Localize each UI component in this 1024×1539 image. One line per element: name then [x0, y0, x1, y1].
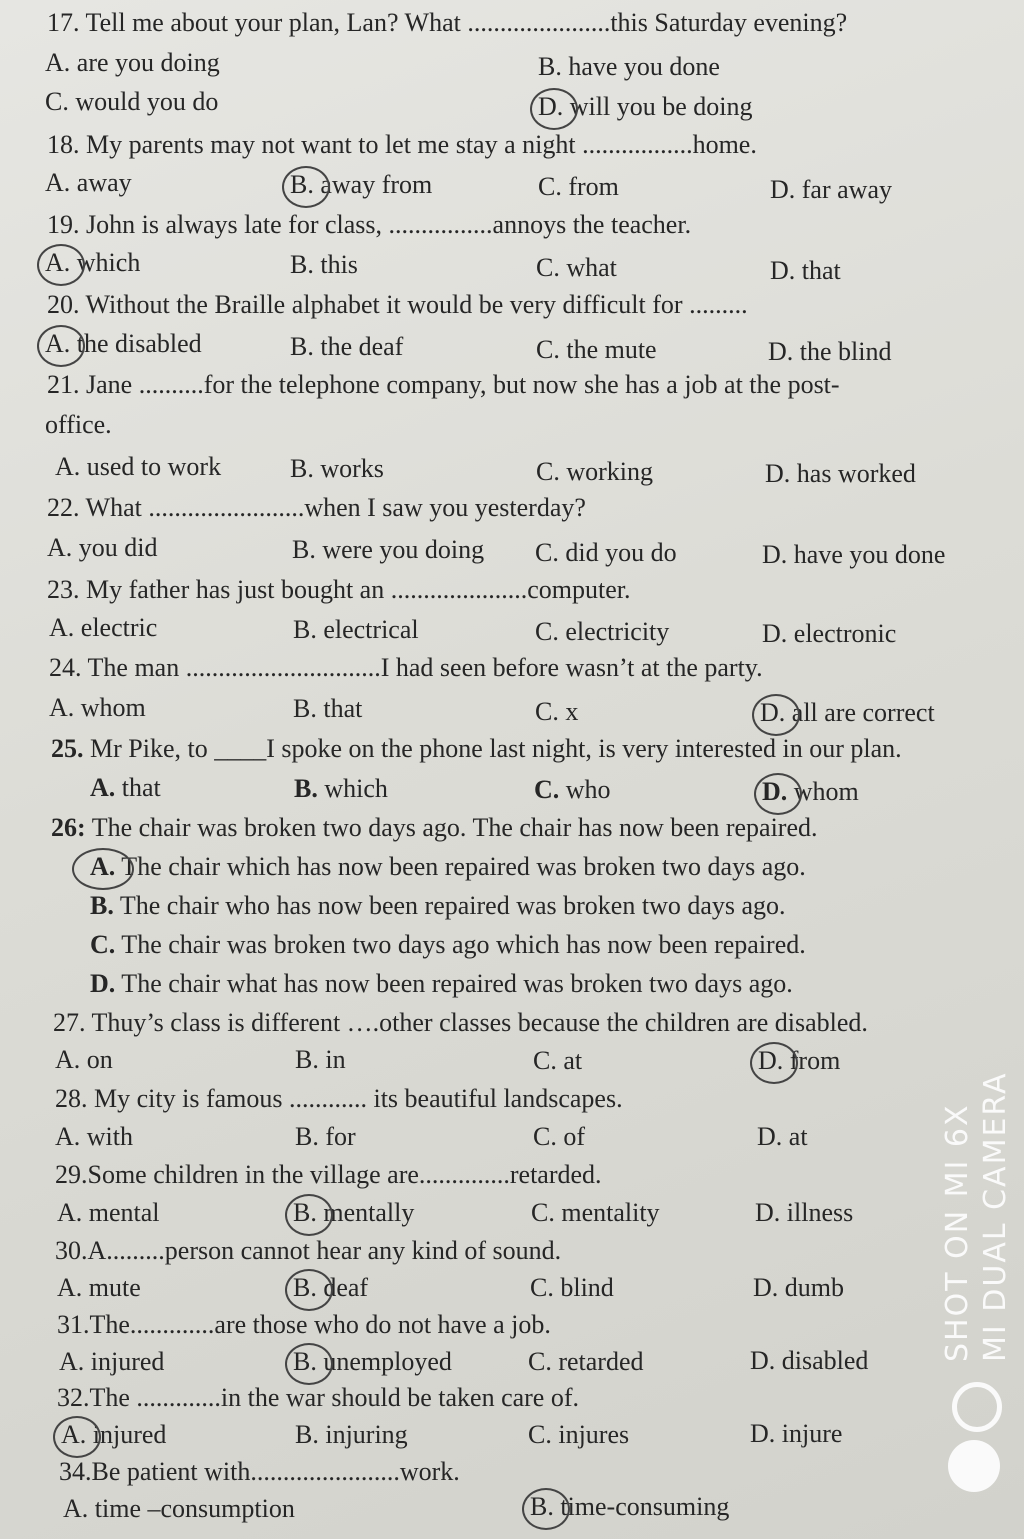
q19-option-c: C. what	[536, 253, 617, 282]
q26-c-text: The chair was broken two days ago which has now been repaired.	[115, 930, 806, 959]
q27-option-c: C. at	[533, 1046, 583, 1075]
q19-option-a	[45, 248, 140, 278]
q20-option-a	[45, 329, 202, 359]
q17-option-d	[538, 92, 753, 122]
answer-circle	[285, 1343, 333, 1385]
question-29: 29.Some children in the village are..............retarded.	[55, 1160, 602, 1189]
q34-option-b	[530, 1492, 729, 1522]
q32-option-c: C. injures	[528, 1420, 630, 1449]
answer-circle	[285, 1194, 333, 1236]
q18-option-b-text: B. away from	[290, 170, 433, 199]
q17-option-d-text: D. will you be doing	[538, 92, 753, 121]
q25-d-letter: D.	[762, 777, 788, 806]
q31-option-b	[293, 1347, 452, 1377]
q26-option-b	[90, 891, 786, 921]
q31-option-c: C. retarded	[528, 1347, 644, 1376]
q32-option-b: B. injuring	[295, 1420, 408, 1449]
q29-option-d: D. illness	[755, 1198, 854, 1227]
q24-option-d-text: D. all are correct	[760, 698, 935, 727]
q26-b-letter: B.	[90, 891, 114, 920]
q31-option-a: A. injured	[59, 1347, 165, 1376]
question-25	[51, 734, 902, 764]
q29-option-a: A. mental	[57, 1198, 160, 1227]
q25-stem: Mr Pike, to ____I spoke on the phone last night, is very interested in our plan.	[83, 734, 902, 763]
question-17: 17. Tell me about your plan, Lan? What ......................this Saturday evening?	[47, 8, 848, 37]
question-32: 32.The .............in the war should be taken care of.	[57, 1383, 580, 1412]
q22-option-b: B. were you doing	[292, 535, 485, 564]
q27-option-d-text: D. from	[758, 1046, 841, 1075]
q25-option-a	[90, 773, 161, 803]
q17-option-c: C. would you do	[45, 87, 219, 116]
question-21: 21. Jane ..........for the telephone company, but now she has a job at the post-	[47, 370, 840, 399]
q25-b-text: which	[317, 774, 388, 803]
q32-option-d: D. injure	[750, 1419, 843, 1448]
q26-b-text: The chair who has now been repaired was broken two days ago.	[113, 891, 786, 920]
question-23: 23. My father has just bought an .....................computer.	[47, 575, 631, 604]
q25-c-letter: C.	[534, 775, 560, 804]
q25-c-text: who	[559, 775, 611, 804]
q28-option-b: B. for	[295, 1122, 356, 1151]
question-20: 20. Without the Braille alphabet it would be very difficult for .........	[47, 290, 748, 319]
q22-option-c: C. did you do	[535, 538, 677, 567]
q18-option-b	[290, 170, 432, 200]
q26-a-text: The chair which has now been repaired was broken two days ago.	[115, 852, 806, 881]
q17-option-b: B. have you done	[538, 52, 720, 81]
q26-d-letter: D.	[90, 969, 116, 998]
q24-option-a: A. whom	[49, 693, 146, 722]
q20-option-a-text: A. the disabled	[45, 329, 202, 358]
question-34: 34.Be patient with.......................work.	[59, 1457, 460, 1486]
q29-option-b	[293, 1198, 414, 1228]
q21-option-b: B. works	[290, 454, 384, 483]
answer-circle	[72, 848, 134, 890]
camera-dot-icon	[948, 1440, 1000, 1492]
q30-option-d: D. dumb	[753, 1273, 844, 1302]
answer-circle	[750, 1042, 798, 1084]
q22-option-d: D. have you done	[762, 540, 946, 569]
q18-option-c: C. from	[538, 172, 619, 201]
q26-option-a	[90, 852, 806, 882]
q18-option-a: A. away	[45, 168, 132, 197]
question-24: 24. The man ..............................I had seen before wasn’t at the party.	[49, 653, 763, 682]
answer-circle	[37, 244, 85, 286]
question-30: 30.A.........person cannot hear any kind of sound.	[55, 1236, 562, 1265]
q21-option-a: A. used to work	[55, 452, 222, 481]
q32-option-a-text: A. injured	[61, 1420, 167, 1449]
q30-option-b	[293, 1273, 368, 1303]
q22-option-a: A. you did	[47, 533, 158, 562]
q17-option-a: A. are you doing	[45, 48, 220, 77]
q32-option-a	[61, 1420, 166, 1450]
q34-option-a: A. time –consumption	[63, 1494, 295, 1523]
q31-option-b-text: B. unemployed	[293, 1347, 452, 1376]
q27-option-d	[758, 1046, 840, 1076]
q26-number: 26:	[51, 813, 86, 842]
q19-option-a-text: A. which	[45, 248, 141, 277]
q26-stem: The chair was broken two days ago. The chair has now been repaired.	[85, 813, 818, 842]
q29-option-b-text: B. mentally	[293, 1198, 415, 1227]
question-26	[51, 813, 818, 843]
answer-circle	[53, 1416, 101, 1458]
question-27: 27. Thuy’s class is different ….other classes because the children are disabled.	[53, 1008, 868, 1037]
q27-option-a: A. on	[55, 1045, 113, 1074]
q24-option-b: B. that	[293, 694, 363, 723]
q23-option-c: C. electricity	[535, 617, 670, 646]
question-19: 19. John is always late for class, ................annoys the teacher.	[47, 210, 692, 239]
q31-option-d: D. disabled	[750, 1346, 869, 1375]
q26-option-c	[90, 930, 806, 960]
q26-option-d	[90, 969, 793, 999]
q25-a-text: that	[115, 773, 161, 802]
camera-ring-icon	[952, 1382, 1002, 1432]
answer-circle	[285, 1269, 333, 1311]
q18-option-d: D. far away	[770, 175, 892, 204]
q25-d-text: whom	[787, 777, 859, 806]
q25-option-b	[294, 774, 388, 804]
answer-circle	[530, 88, 578, 130]
q19-option-d: D. that	[770, 256, 841, 285]
q25-option-c	[534, 775, 611, 805]
q23-option-a: A. electric	[49, 613, 158, 642]
q26-c-letter: C.	[90, 930, 116, 959]
answer-circle	[752, 694, 800, 736]
q19-option-b: B. this	[290, 250, 358, 279]
question-31: 31.The.............are those who do not have a job.	[57, 1310, 551, 1339]
q30-option-a: A. mute	[57, 1273, 141, 1302]
q34-option-b-text: B. time-consuming	[530, 1492, 730, 1521]
q20-option-d: D. the blind	[768, 337, 892, 366]
question-18: 18. My parents may not want to let me stay a night .................home.	[47, 130, 757, 159]
q25-number: 25.	[51, 734, 84, 763]
q21-option-c: C. working	[536, 457, 653, 486]
answer-circle	[522, 1488, 570, 1530]
q25-option-d	[762, 777, 859, 807]
q20-option-c: C. the mute	[536, 335, 657, 364]
question-22: 22. What ........................when I saw you yesterday?	[47, 493, 586, 522]
q29-option-c: C. mentality	[531, 1198, 660, 1227]
q24-option-c: C. x	[535, 697, 579, 726]
answer-circle	[37, 325, 85, 367]
q23-option-d: D. electronic	[762, 619, 897, 648]
q27-option-b: B. in	[295, 1045, 346, 1074]
q30-option-b-text: B. deaf	[293, 1273, 369, 1302]
question-21-continued: office.	[45, 410, 112, 439]
q28-option-d: D. at	[757, 1122, 808, 1151]
q25-b-letter: B.	[294, 774, 318, 803]
q26-a-letter: A.	[90, 852, 116, 881]
q26-d-text: The chair what has now been repaired was broken two days ago.	[115, 969, 793, 998]
q30-option-c: C. blind	[530, 1273, 614, 1302]
q21-option-d: D. has worked	[765, 459, 916, 488]
watermark-line-2: MI DUAL CAMERA	[978, 1071, 1013, 1362]
question-28: 28. My city is famous ............ its beautiful landscapes.	[55, 1084, 623, 1113]
watermark-line-1: SHOT ON MI 6X	[940, 1103, 975, 1362]
q28-option-a: A. with	[55, 1122, 133, 1151]
q20-option-b: B. the deaf	[290, 332, 404, 361]
answer-circle	[754, 773, 802, 815]
answer-circle	[282, 166, 330, 208]
q24-option-d	[760, 698, 935, 728]
q23-option-b: B. electrical	[293, 615, 419, 644]
q28-option-c: C. of	[533, 1122, 585, 1151]
q25-a-letter: A.	[90, 773, 116, 802]
